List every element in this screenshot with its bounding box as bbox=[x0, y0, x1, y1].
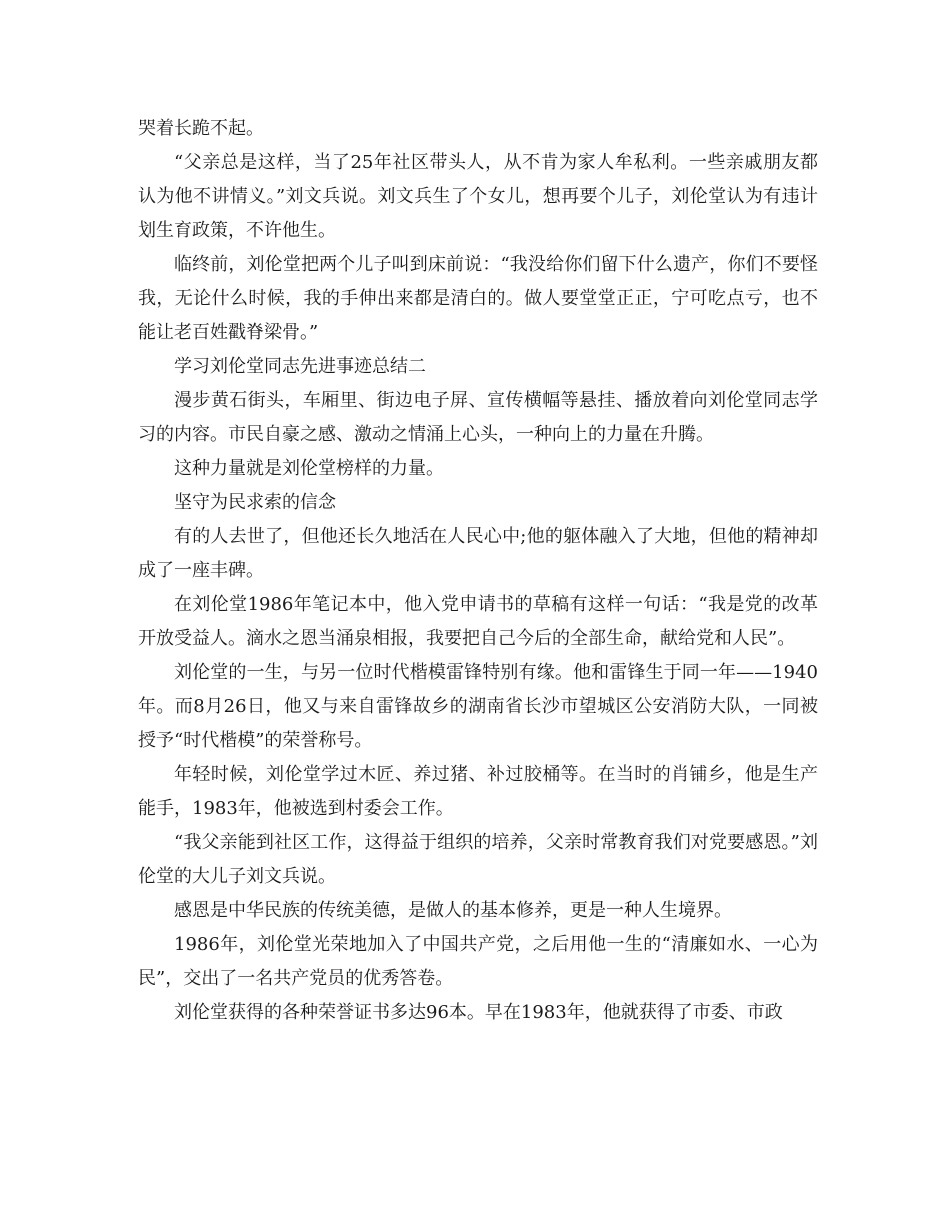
paragraph-2: “父亲总是这样，当了25年社区带头人，从不肯为家人牟私利。一些亲戚朋友都认为他不讲情义。”刘文兵说。刘文兵生了个女儿，想再要个儿子，刘伦堂认为有违计划生育政策，不许他生。 bbox=[138, 152, 818, 241]
subheading: 坚守为民求索的信念 bbox=[174, 492, 336, 513]
paragraph-1: 哭着长跪不起。 bbox=[138, 118, 264, 139]
paragraph-10: 刘伦堂的一生，与另一位时代楷模雷锋特别有缘。他和雷锋生于同一年——1940年。而8月26日，他又与来自雷锋故乡的湖南省长沙市望城区公安消防大队，一同被授予“时代楷模”的荣誉称号。 bbox=[138, 662, 818, 751]
paragraph-12: “我父亲能到社区工作，这得益于组织的培养，父亲时常教育我们对党要感恩。”刘伦堂的大儿子刘文兵说。 bbox=[138, 832, 818, 887]
paragraph-9: 在刘伦堂1986年笔记本中，他入党申请书的草稿有这样一句话：“我是党的改革开放受益人。滴水之恩当涌泉相报，我要把自己今后的全部生命，献给党和人民”。 bbox=[138, 594, 818, 649]
paragraph-5: 漫步黄石街头，车厢里、街边电子屏、宣传横幅等悬挂、播放着向刘伦堂同志学习的内容。市民自豪之感、激动之情涌上心头，一种向上的力量在升腾。 bbox=[138, 390, 818, 445]
paragraph-8: 有的人去世了，但他还长久地活在人民心中;他的躯体融入了大地，但他的精神却成了一座丰碑。 bbox=[138, 526, 818, 581]
paragraph-3: 临终前，刘伦堂把两个儿子叫到床前说：“我没给你们留下什么遗产，你们不要怪我，无论什么时候，我的手伸出来都是清白的。做人要堂堂正正，宁可吃点亏，也不能让老百姓戳脊梁骨。” bbox=[138, 254, 818, 343]
paragraph-15: 刘伦堂获得的各种荣誉证书多达96本。早在1983年，他就获得了市委、市政 bbox=[174, 1002, 783, 1023]
paragraph-14: 1986年，刘伦堂光荣地加入了中国共产党，之后用他一生的“清廉如水、一心为民”，交出了一名共产党员的优秀答卷。 bbox=[138, 934, 818, 989]
paragraph-6: 这种力量就是刘伦堂榜样的力量。 bbox=[174, 458, 444, 479]
section-heading: 学习刘伦堂同志先进事迹总结二 bbox=[174, 356, 426, 377]
document-body bbox=[138, 112, 818, 1030]
paragraph-11: 年轻时候，刘伦堂学过木匠、养过猪、补过胶桶等。在当时的肖铺乡，他是生产能手，1983年，他被选到村委会工作。 bbox=[138, 764, 818, 819]
paragraph-13: 感恩是中华民族的传统美德，是做人的基本修养，更是一种人生境界。 bbox=[174, 900, 732, 921]
